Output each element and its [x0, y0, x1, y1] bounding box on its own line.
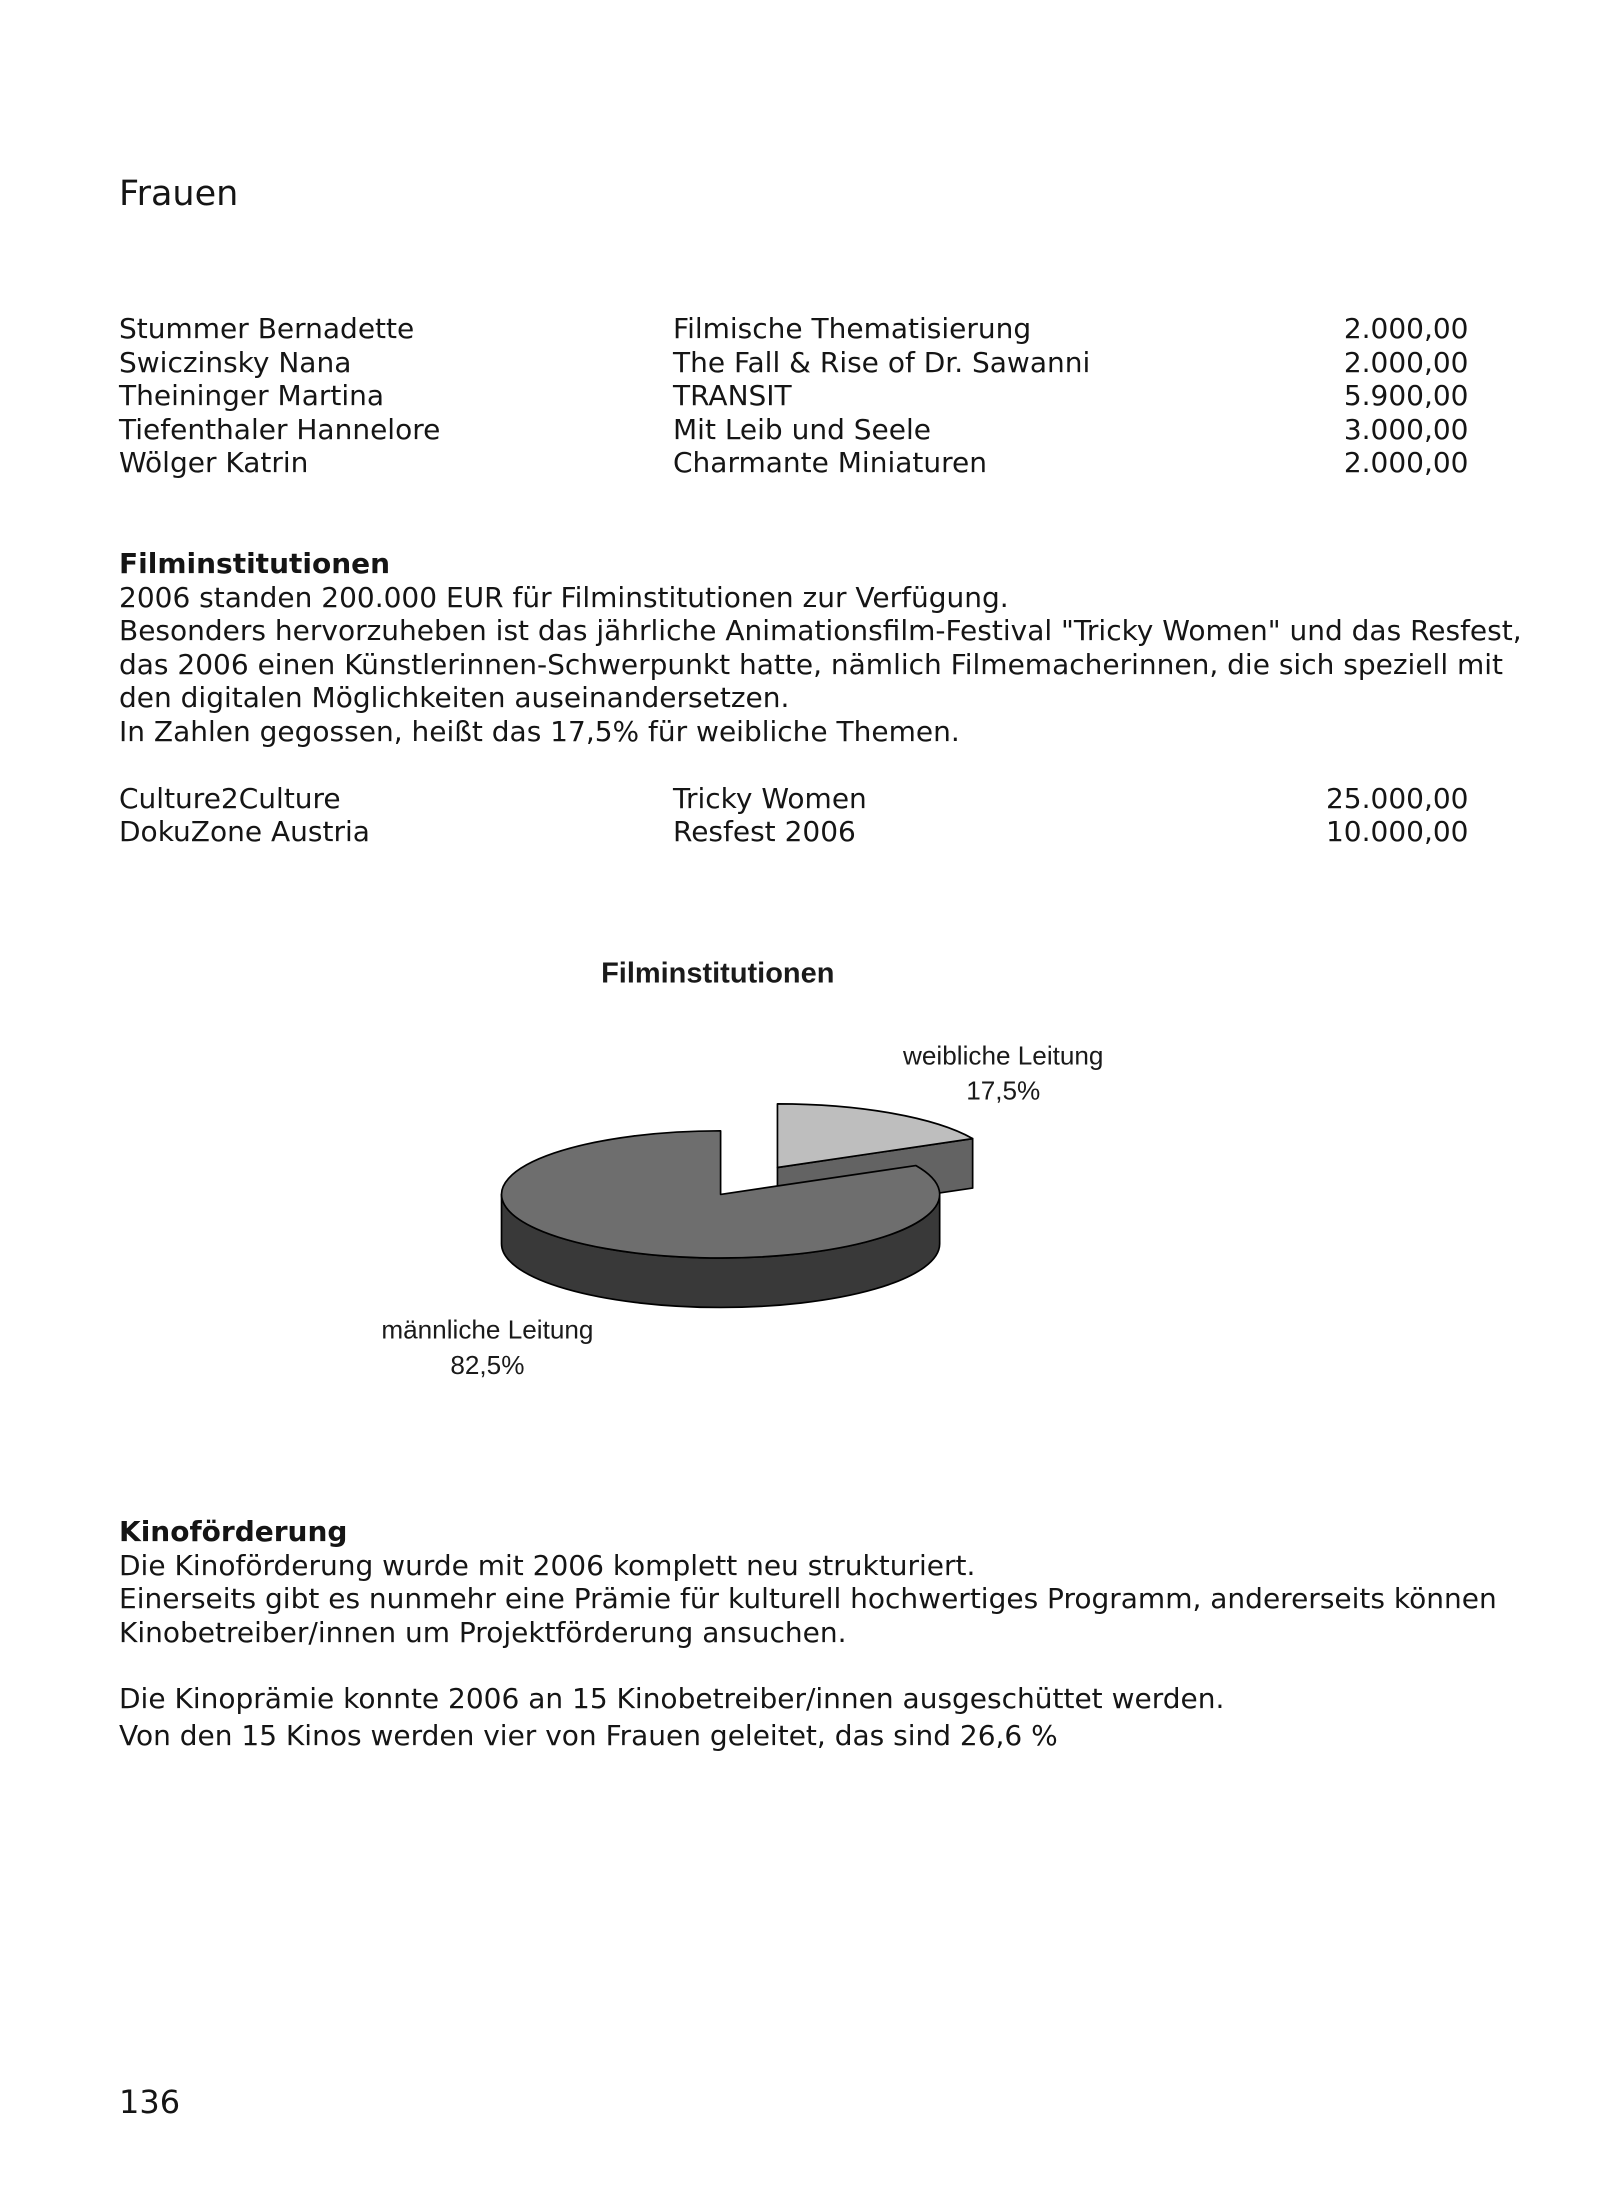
grant-row [0, 782, 1600, 816]
institutions-grants-table [0, 782, 1600, 849]
recipient-name: Swiczinsky Nana [119, 345, 352, 379]
project-title: The Fall & Rise of Dr. Sawanni [673, 345, 1091, 379]
project-title: Filmische Thematisierung [673, 312, 1032, 345]
kinopraemie-paragraph [0, 1681, 1600, 1755]
filminstitutionen-section [0, 547, 1600, 749]
paragraph-line: den digitalen Möglichkeiten auseinandersetzen. [119, 681, 790, 715]
recipient-name: Theininger Martina [119, 379, 385, 413]
kinofoerderung-section [0, 1515, 1600, 1649]
grant-amount: 2.000,00 [1343, 312, 1469, 345]
grant-row [0, 446, 1600, 480]
grant-amount: 3.000,00 [1343, 412, 1469, 446]
grant-amount: 2.000,00 [1343, 345, 1469, 379]
paragraph-line: Die Kinoprämie konnte 2006 an 15 Kinobetreiber/innen ausgeschüttet werden. [119, 1682, 1225, 1715]
grant-amount: 10.000,00 [1325, 815, 1469, 849]
slice-category-label: weibliche Leitung [903, 1040, 1104, 1071]
grant-amount: 5.900,00 [1343, 379, 1469, 413]
page-number: 136 [119, 2083, 181, 2121]
frauen-grants-table [0, 312, 1600, 480]
paragraph-line: Die Kinoförderung wurde mit 2006 komplett neu strukturiert. [119, 1548, 976, 1582]
slice-percent-label: 17,5% [966, 1075, 1041, 1106]
paragraph-line: In Zahlen gegossen, heißt das 17,5% für weibliche Themen. [119, 714, 960, 748]
pie-slices [502, 1104, 973, 1308]
grant-row [0, 815, 1600, 849]
chart-title: Filminstitutionen [601, 957, 835, 990]
project-title: Resfest 2006 [673, 815, 856, 849]
section-heading: Kinoförderung [119, 1515, 348, 1548]
grant-row [0, 346, 1600, 380]
grant-row [0, 413, 1600, 447]
recipient-name: DokuZone Austria [119, 815, 370, 849]
paragraph-line: 2006 standen 200.000 EUR für Filminstitutionen zur Verfügung. [119, 580, 1009, 614]
recipient-name: Stummer Bernadette [119, 312, 415, 345]
project-title: Charmante Miniaturen [673, 446, 987, 480]
section-heading: Filminstitutionen [119, 547, 391, 580]
recipient-name: Tiefenthaler Hannelore [119, 412, 441, 446]
recipient-name: Wölger Katrin [119, 446, 309, 480]
paragraph-line: Einerseits gibt es nunmehr eine Prämie für kulturell hochwertiges Programm, andererseits können [119, 1582, 1497, 1616]
grant-row [0, 379, 1600, 413]
grant-amount: 25.000,00 [1325, 781, 1469, 815]
section-title: Frauen [119, 174, 239, 214]
grant-amount: 2.000,00 [1343, 446, 1469, 480]
paragraph-line: Von den 15 Kinos werden vier von Frauen geleitet, das sind 26,6 % [119, 1718, 1058, 1752]
recipient-name: Culture2Culture [119, 781, 341, 815]
project-title: TRANSIT [673, 379, 792, 413]
grant-row [0, 312, 1600, 346]
slice-percent-label: 82,5% [450, 1349, 525, 1380]
project-title: Tricky Women [673, 781, 867, 815]
paragraph-line: Kinobetreiber/innen um Projektförderung ansuchen. [119, 1615, 847, 1649]
slice-category-label: männliche Leitung [381, 1314, 594, 1345]
pie-chart [339, 940, 1145, 1392]
paragraph-line: Besonders hervorzuheben ist das jährliche Animationsfilm-Festival "Tricky Women" und das Resfest, [119, 614, 1522, 648]
project-title: Mit Leib und Seele [673, 412, 932, 446]
paragraph-line: das 2006 einen Künstlerinnen-Schwerpunkt hatte, nämlich Filmemacherinnen, die sich speziell mit [119, 647, 1504, 681]
